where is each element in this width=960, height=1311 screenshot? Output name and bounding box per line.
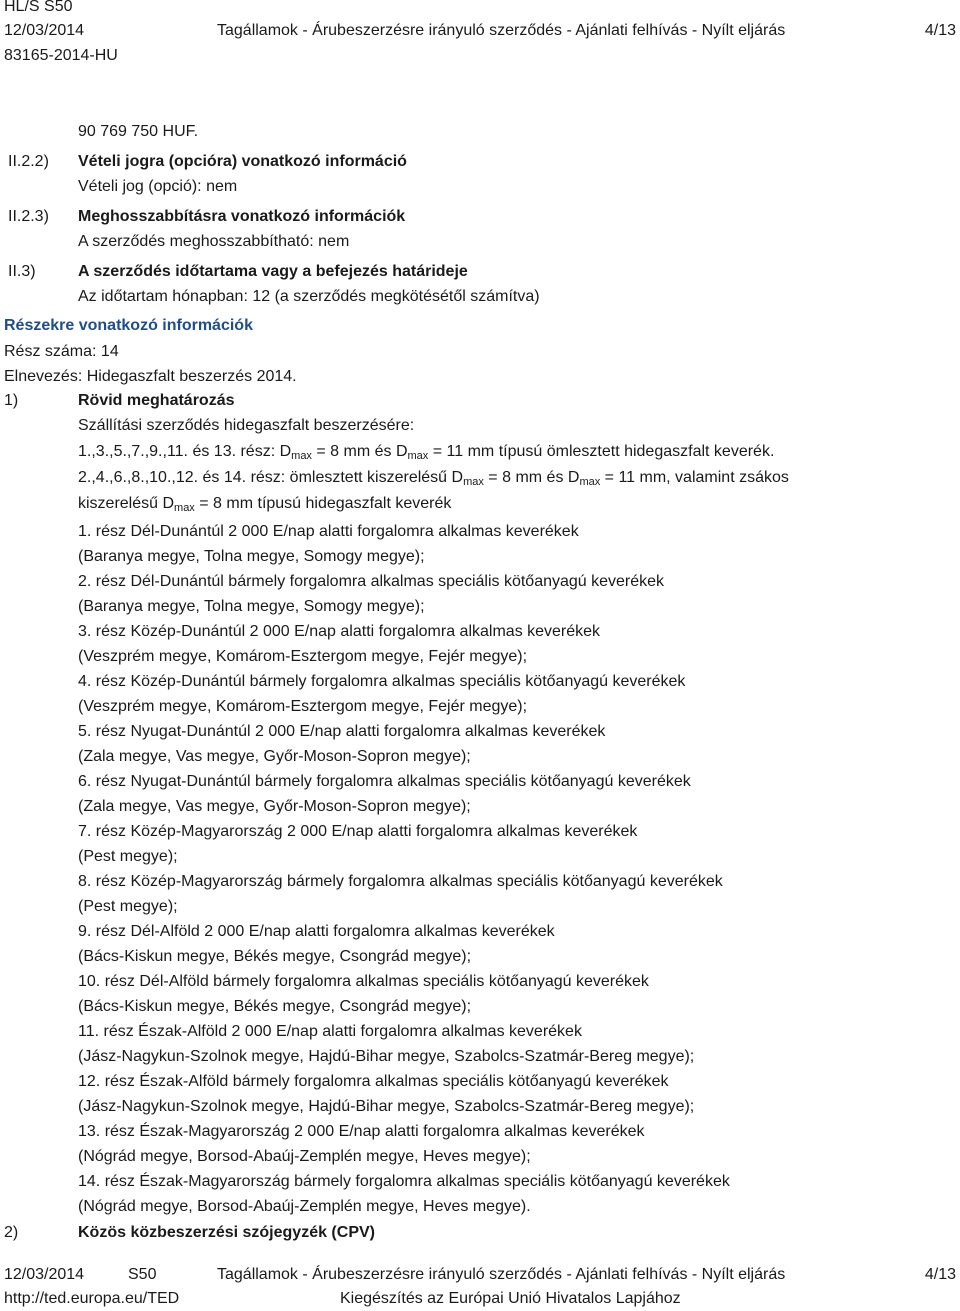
part-line: (Bács-Kiskun megye, Békés megye, Csongrád megye); (78, 998, 472, 1015)
part-line: 13. rész Észak-Magyarország 2 000 E/nap alatti forgalomra alkalmas keverékek (78, 1123, 645, 1140)
footer-url[interactable]: http://ted.europa.eu/TED (4, 1290, 180, 1307)
item-number-2: 2) (4, 1224, 19, 1241)
part-line: 10. rész Dél-Alföld bármely forgalomra alkalmas speciális kötőanyagú keverékek (78, 973, 649, 990)
item-title-short-description: Rövid meghatározás (78, 392, 235, 409)
section-title-renewal: Meghosszabbításra vonatkozó információk (78, 208, 406, 225)
part-line: (Veszprém megye, Komárom-Esztergom megye, Fejér megye); (78, 698, 528, 715)
item-number-1: 1) (4, 392, 19, 409)
part-line: 6. rész Nyugat-Dunántúl bármely forgalomra alkalmas speciális kötőanyagú keverékek (78, 773, 691, 790)
section-number-ii23: II.2.3) (8, 208, 49, 225)
header-date: 12/03/2014 (4, 22, 85, 39)
part-line: (Nógrád megye, Borsod-Abaúj-Zemplén megye, Heves megye). (78, 1198, 531, 1215)
part-line: 8. rész Közép-Magyarország bármely forgalomra alkalmas speciális kötőanyagú keverékek (78, 873, 723, 890)
footer-series: S50 (128, 1266, 157, 1283)
header-title: Tagállamok - Árubeszerzésre irányuló szerződés - Ajánlati felhívás - Nyílt eljárás (217, 22, 786, 39)
header-doc-id: 83165-2014-HU (4, 47, 118, 64)
part-line: 2. rész Dél-Dunántúl bármely forgalomra alkalmas speciális kötőanyagú keverékek (78, 573, 665, 590)
item-title-cpv: Közös közbeszerzési szójegyzék (CPV) (78, 1224, 375, 1241)
footer-page-number: 4/13 (924, 1266, 956, 1283)
part-line: (Zala megye, Vas megye, Győr-Moson-Sopron megye); (78, 798, 471, 815)
even-parts-line: 2.,4.,6.,8.,10.,12. és 14. rész: ömlesztett kiszerelésű $D_{max} = 8$ mm és $D_{max} = 11$ mm, valamint zsákos (78, 469, 789, 488)
section-value-duration: Az időtartam hónapban: 12 (a szerződés megkötésétől számítva) (78, 288, 540, 305)
header-doc-type: HL/S S50 (4, 0, 73, 15)
part-line: (Baranya megye, Tolna megye, Somogy megye); (78, 598, 425, 615)
part-line: 12. rész Észak-Alföld bármely forgalomra alkalmas speciális kötőanyagú keverékek (78, 1073, 669, 1090)
odd-parts-line: 1.,3.,5.,7.,9.,11. és 13. rész: $D_{max} = 8$ mm és $D_{max} = 11$ mm típusú ömlesztett hidegaszfalt keverék. (78, 443, 775, 462)
even-parts-line-continued: kiszerelésű $D_{max} = 8$ mm típusú hidegaszfalt keverék (78, 495, 452, 514)
top-amount-line: 90 769 750 HUF. (78, 123, 199, 140)
part-line: (Nógrád megye, Borsod-Abaúj-Zemplén megye, Heves megye); (78, 1148, 531, 1165)
section-number-ii22: II.2.2) (8, 153, 49, 170)
part-line: 5. rész Nyugat-Dunántúl 2 000 E/nap alatti forgalomra alkalmas keverékek (78, 723, 606, 740)
lot-number: Rész száma: 14 (4, 343, 119, 360)
footer-publisher: Kiegészítés az Európai Unió Hivatalos Lapjához (340, 1290, 681, 1307)
part-line: 7. rész Közép-Magyarország 2 000 E/nap alatti forgalomra alkalmas keverékek (78, 823, 638, 840)
lots-heading: Részekre vonatkozó információk (4, 317, 253, 334)
part-line: (Pest megye); (78, 848, 178, 865)
lot-name: Elnevezés: Hidegaszfalt beszerzés 2014. (4, 368, 297, 385)
part-line: (Baranya megye, Tolna megye, Somogy megye); (78, 548, 425, 565)
part-line: 3. rész Közép-Dunántúl 2 000 E/nap alatti forgalomra alkalmas keverékek (78, 623, 601, 640)
part-line: 9. rész Dél-Alföld 2 000 E/nap alatti forgalomra alkalmas keverékek (78, 923, 555, 940)
part-line: 4. rész Közép-Dunántúl bármely forgalomra alkalmas speciális kötőanyagú keverékek (78, 673, 686, 690)
part-line: 11. rész Észak-Alföld 2 000 E/nap alatti forgalomra alkalmas keverékek (78, 1023, 582, 1040)
footer-title: Tagállamok - Árubeszerzésre irányuló szerződés - Ajánlati felhívás - Nyílt eljárás (217, 1266, 786, 1283)
section-value-option: Vételi jog (opció): nem (78, 178, 238, 195)
section-title-option: Vételi jogra (opcióra) vonatkozó információ (78, 153, 407, 170)
part-line: (Bács-Kiskun megye, Békés megye, Csongrád megye); (78, 948, 472, 965)
part-line: 1. rész Dél-Dunántúl 2 000 E/nap alatti forgalomra alkalmas keverékek (78, 523, 579, 540)
part-line: (Jász-Nagykun-Szolnok megye, Hajdú-Bihar megye, Szabolcs-Szatmár-Bereg megye); (78, 1048, 695, 1065)
part-line: 14. rész Észak-Magyarország bármely forgalomra alkalmas speciális kötőanyagú keverékek (78, 1173, 730, 1190)
section-value-renewal: A szerződés meghosszabbítható: nem (78, 233, 350, 250)
part-line: (Pest megye); (78, 898, 178, 915)
part-line: (Veszprém megye, Komárom-Esztergom megye, Fejér megye); (78, 648, 528, 665)
section-title-duration: A szerződés időtartama vagy a befejezés határideje (78, 263, 468, 280)
short-description-intro: Szállítási szerződés hidegaszfalt beszerzésére: (78, 417, 415, 434)
footer-date: 12/03/2014 (4, 1266, 85, 1283)
header-page-number: 4/13 (924, 22, 956, 39)
part-line: (Jász-Nagykun-Szolnok megye, Hajdú-Bihar megye, Szabolcs-Szatmár-Bereg megye); (78, 1098, 695, 1115)
section-number-ii3: II.3) (8, 263, 36, 280)
part-line: (Zala megye, Vas megye, Győr-Moson-Sopron megye); (78, 748, 471, 765)
